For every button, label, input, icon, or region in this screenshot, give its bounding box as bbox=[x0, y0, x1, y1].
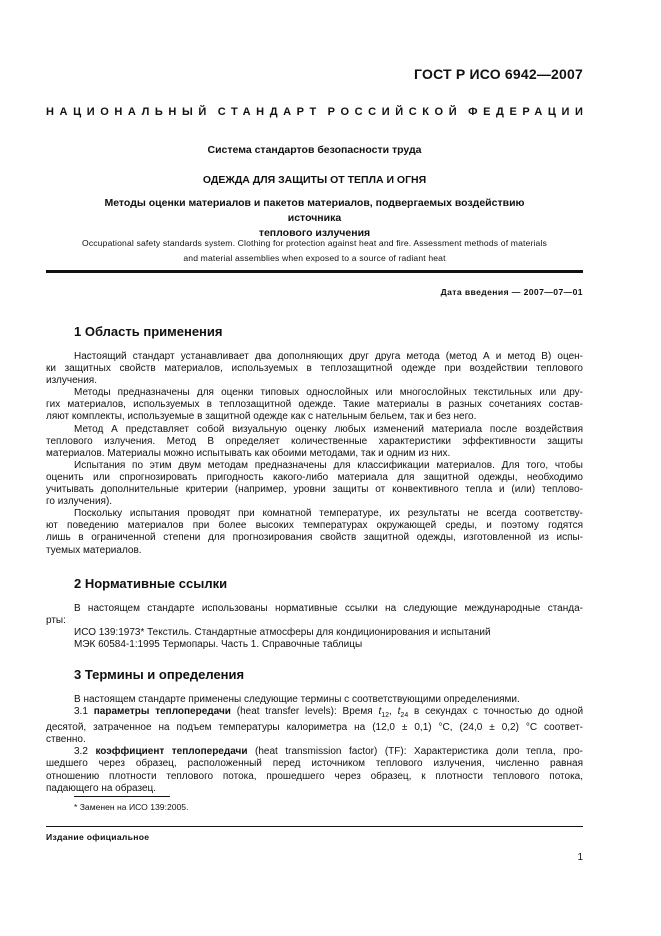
section-1-heading: 1 Область применения bbox=[74, 324, 223, 339]
subtitle bbox=[46, 196, 583, 241]
text-line: падающего на образец. bbox=[46, 782, 157, 794]
text-line: лишь в ограниченной степени для прогнозирования свойств защитной одежды, изготовленной из испы- bbox=[46, 532, 583, 544]
text-line: материалов. Материалы можно испытывать как обоими методами, так и одним из них. bbox=[46, 447, 451, 459]
text-line: теплового излучения. Метод В определяет количественные характеристики эффективности защиты bbox=[46, 435, 583, 447]
national-standard-banner bbox=[46, 106, 589, 118]
banner-word: РОССИЙСКОЙ bbox=[327, 106, 463, 118]
text-line: Поскольку испытания проводят при комнатной температуре, их результаты не всегда соответству- bbox=[74, 508, 583, 520]
page-number: 1 bbox=[577, 852, 583, 863]
text-line: оценить или спрогнозировать пригодность какого-либо материала для защитной одежды, необходимо bbox=[46, 471, 583, 483]
text-line: Испытания по этим двум методам предназначены для классификации материалов. Для того, чтобы bbox=[74, 459, 583, 471]
text-line: го излучения). bbox=[46, 496, 113, 508]
english-title bbox=[46, 236, 583, 266]
banner-word: НАЦИОНАЛЬНЫЙ bbox=[46, 106, 212, 118]
subtitle-line: теплового излучения bbox=[258, 227, 371, 239]
section-1-body bbox=[46, 351, 583, 557]
section-2-heading: 2 Нормативные ссылки bbox=[74, 576, 228, 591]
main-title: ОДЕЖДА ДЛЯ ЗАЩИТЫ ОТ ТЕПЛА И ОГНЯ bbox=[202, 174, 427, 186]
document-code: ГОСТ Р ИСО 6942—2007 bbox=[414, 66, 583, 82]
term-number: 3.1 bbox=[74, 706, 88, 718]
title-divider bbox=[46, 270, 583, 273]
text-line: ляют комплекты, используемые в защитной одежде как с нательным бельем, так и без него. bbox=[46, 411, 477, 423]
variable: t bbox=[397, 706, 401, 718]
term-name: параметры теплопередачи bbox=[93, 706, 231, 718]
text-line: рты: bbox=[46, 615, 66, 627]
text-line: туемых материалов. bbox=[46, 544, 142, 556]
text-line: ют поведению материалов при более высоких температурах окружающей среды, и поэтому годятся bbox=[46, 520, 583, 532]
normative-reference: ИСО 139:1973* Текстиль. Стандартные атмосферы для кондиционирования и испытаний bbox=[74, 627, 491, 639]
term-name: коэффициент теплопередачи bbox=[95, 746, 248, 758]
text-line: ственно. bbox=[46, 734, 86, 746]
system-title: Система стандартов безопасности труда bbox=[207, 144, 422, 156]
normative-reference: МЭК 60584-1:1995 Термопары. Часть 1. Справочные таблицы bbox=[74, 639, 363, 651]
text-line: отношению плотности теплового потока, прошедшего через образец, к плотности теплового потока, bbox=[46, 770, 583, 782]
text-line: гих материалов, используемых в теплозащитной одежде. Такие материалы в разных сочетаниях состав- bbox=[46, 399, 583, 411]
english-title-line: Occupational safety standards system. Clothing for protection against heat and fire. Assessment methods of materials bbox=[82, 238, 547, 248]
term-text: в секундах с точностью до одной bbox=[414, 706, 583, 718]
subtitle-line: Методы оценки материалов и пакетов материалов, подвергаемых воздействию источника bbox=[104, 197, 525, 224]
variable-subscript: 12 bbox=[381, 712, 390, 720]
text-line: Методы предназначены для оценки типовых однослойных или многослойных текстильных или дру- bbox=[74, 387, 583, 399]
text-line: излучения. bbox=[46, 375, 97, 387]
text-line: шедшего через образец, расположенный перед источником теплового излучения, численно равная bbox=[46, 758, 583, 770]
variable-subscript: 24 bbox=[400, 712, 409, 720]
section-3-heading: 3 Термины и определения bbox=[74, 667, 245, 682]
edition-label: Издание официальное bbox=[46, 832, 150, 842]
section-2-body bbox=[46, 603, 583, 651]
text-line: В настоящем стандарте использованы нормативные ссылки на следующие международные станда- bbox=[74, 603, 583, 614]
term-3-1-line: 3.1 параметры теплопередачи (heat transfer levels): Время $t_{12}$, $t_{24}$ в секундах с точностью до одной bbox=[74, 706, 583, 720]
footnote: * Заменен на ИСО 139:2005. bbox=[74, 802, 189, 812]
text-line: Метод А представляет собой визуальную оценку любых изменений материала после воздействия bbox=[74, 423, 583, 435]
introduction-date: Дата введения — 2007—07—01 bbox=[440, 287, 583, 297]
footer-divider bbox=[46, 826, 583, 827]
banner-word: СТАНДАРТ bbox=[217, 106, 322, 118]
text-line: десятой, затраченное на подъем температуры калориметра на (12,0 ± 0,1) °С, (24,0 ± 0,2) °С соответ- bbox=[46, 722, 583, 734]
english-title-line: and material assemblies when exposed to a source of radiant heat bbox=[183, 253, 446, 263]
section-3-body bbox=[46, 694, 583, 795]
banner-word: ФЕДЕРАЦИИ bbox=[468, 106, 589, 118]
footnote-divider bbox=[74, 796, 170, 797]
text-line: ки защитных свойств материалов, используемых в теплозащитной одежде при воздействии теплового bbox=[46, 363, 583, 375]
text-line: В настоящем стандарте применены следующие термины с соответствующими определениями. bbox=[74, 694, 520, 705]
text-line: учитывать дополнительные критерии (например, уровни защиты от конвективного тепла и (или) теплово- bbox=[46, 484, 583, 496]
term-3-2-line bbox=[46, 746, 583, 758]
term-number: 3.2 bbox=[74, 746, 88, 758]
text-line: Настоящий стандарт устанавливает два дополняющих друг друга метода (метод А и метод В) оцен- bbox=[74, 351, 583, 362]
variable: t bbox=[378, 706, 382, 718]
term-text: (heat transfer levels): Время bbox=[236, 706, 373, 718]
term-text: (heat transmission factor) (TF): Характеристика доли тепла, про- bbox=[255, 746, 583, 758]
